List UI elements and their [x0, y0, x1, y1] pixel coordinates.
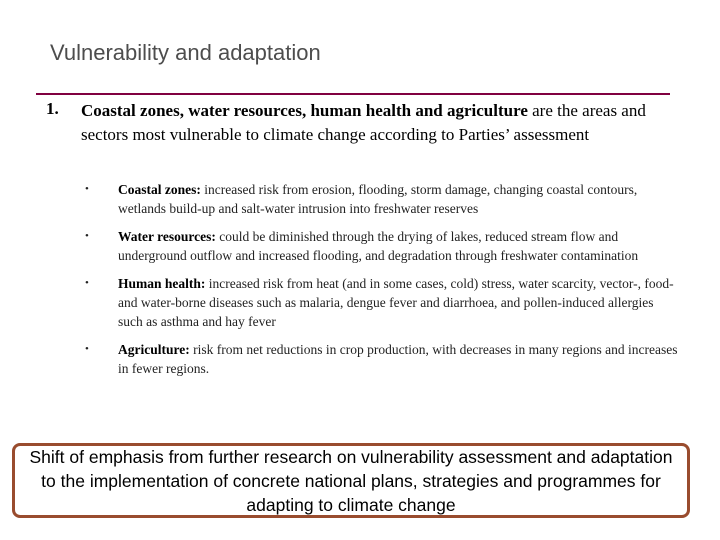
- point-text: [81, 99, 681, 147]
- bullet-item-human-health: [80, 274, 680, 331]
- slide-title: Vulnerability and adaptation: [50, 40, 321, 65]
- bullet-dot-icon: •: [85, 343, 89, 355]
- bullet-text: increased risk from heat (and in some cases, cold) stress, water scarcity, vector-, food- and water-borne diseases such as malaria, dengue fever and diarrhoea, and pollen-induced allergies such as asthma and hay fever: [118, 276, 674, 329]
- bullet-item-coastal-zones: [80, 180, 680, 218]
- bullet-dot-icon: •: [85, 230, 89, 242]
- point-number: 1.: [46, 99, 59, 118]
- emphasis-text: Shift of emphasis from further research on vulnerability assessment and adaptation to the implementation of concrete national plans, strategies and programmes for adapting to climate change: [29, 446, 673, 515]
- point-bold-lead: Coastal zones, water resources, human health and agriculture: [81, 101, 528, 120]
- bullet-heading: Coastal zones:: [118, 182, 201, 197]
- bullet-heading: Water resources:: [118, 229, 216, 244]
- bullet-item-agriculture: [80, 340, 680, 378]
- bullet-heading: Agriculture:: [118, 342, 190, 357]
- bullet-item-water-resources: [80, 227, 680, 265]
- bullet-text: increased risk from erosion, flooding, storm damage, changing coastal contours, wetlands build-up and salt-water intrusion into freshwater reserves: [118, 182, 638, 216]
- bullet-text: could be diminished through the drying of lakes, reduced stream flow and underground outflow and increased flooding, and degradation through freshwater contamination: [118, 229, 639, 263]
- bullet-list: [80, 180, 680, 387]
- bullet-dot-icon: •: [85, 183, 89, 195]
- bullet-heading: Human health:: [118, 276, 206, 291]
- bullet-text: risk from net reductions in crop production, with decreases in many regions and increases in fewer regions.: [118, 342, 678, 376]
- title-divider: [36, 93, 670, 95]
- point-body: are the areas and sectors most vulnerable to climate change according to Parties’ assessment: [81, 101, 646, 144]
- bullet-dot-icon: •: [85, 277, 89, 289]
- emphasis-box: [12, 443, 690, 518]
